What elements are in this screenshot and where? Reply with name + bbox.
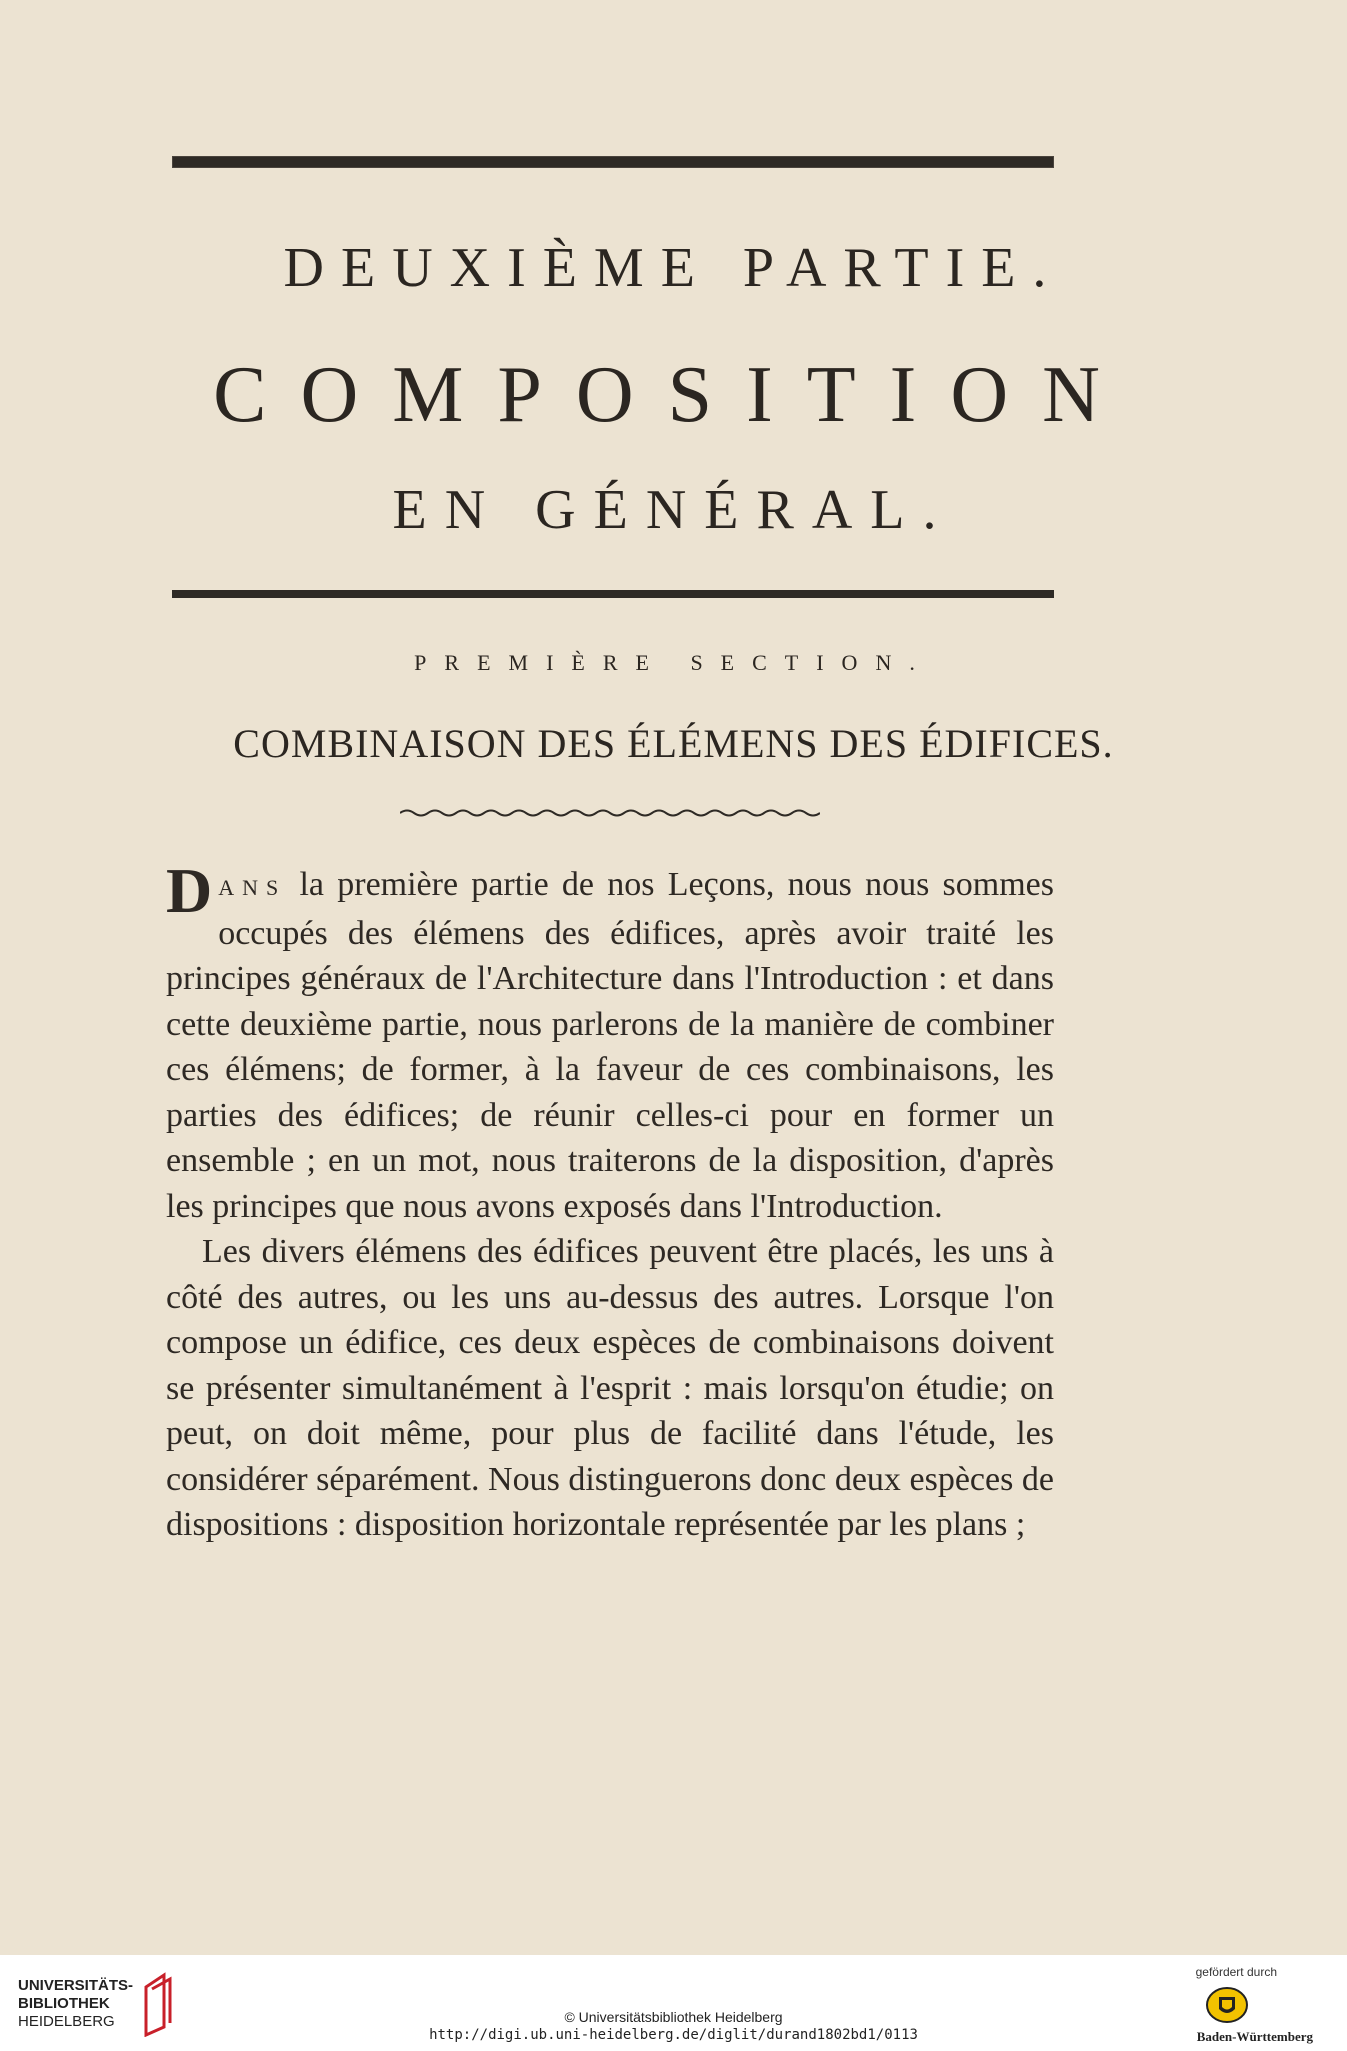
logo-line-3: HEIDELBERG	[18, 2013, 115, 2030]
middle-rule	[172, 590, 1054, 598]
drop-cap: D	[166, 855, 213, 926]
funder-label: Baden-Württemberg	[1196, 2029, 1313, 2044]
footer-bar	[0, 1955, 1347, 2051]
logo-line-1: UNIVERSITÄTS-	[18, 1977, 134, 1994]
paragraph-1	[166, 855, 1054, 1229]
paragraph-2: Les divers élémens des édifices peuvent être placés, les uns à côté des autres, ou les uns au-dessus des autres. Lorsque l'on compose un édifice, ces deux espèces de combinaisons doivent se présenter simultanément à l'esprit : mais lorsqu'on étudie; on peut, on doit même, pour plus de facilité dans l'étude, les considérer séparément. Nous distinguerons donc deux espèces de dispositions : disposition horizontale représentée par les plans ;	[166, 1233, 1054, 1543]
copyright-notice: © Universitätsbibliothek Heidelberg	[564, 2009, 783, 2025]
part-title: DEUXIÈME PARTIE.	[283, 237, 1064, 299]
paragraph-1-text: la première partie de nos Leçons, nous nous sommes occupés des élémens des édifices, après avoir traité les principes généraux de l'Architecture dans l'Introduction : et dans cette deuxième partie, nous parlerons de la manière de combiner ces élémens; de former, à la faveur de ces combinaisons, les parties des édifices; de réunir celles-ci pour en former un ensemble ; en un mot, nous traiterons de la disposition, d'après les principes que nous avons exposés dans l'Introduction.	[166, 866, 1054, 1225]
section-label: PREMIÈRE SECTION.	[414, 650, 933, 675]
wavy-ornament	[400, 808, 820, 818]
logo-line-2: BIBLIOTHEK	[18, 1995, 110, 2012]
permalink-url[interactable]: http://digi.ub.uni-heidelberg.de/diglit/durand1802bd1/0113	[429, 2027, 918, 2043]
baden-wuerttemberg-emblem-icon	[1205, 1985, 1249, 2025]
general-title: EN GÉNÉRAL.	[392, 479, 955, 541]
funded-by-label: gefördert durch	[1195, 1965, 1277, 1979]
body-text	[166, 855, 1054, 1548]
top-rule	[172, 156, 1054, 168]
composition-title: COMPOSITION	[213, 351, 1134, 439]
drop-cap-continuation: ANS	[218, 875, 287, 900]
section-title: COMBINAISON DES ÉLÉMENS DES ÉDIFICES.	[233, 721, 1114, 766]
